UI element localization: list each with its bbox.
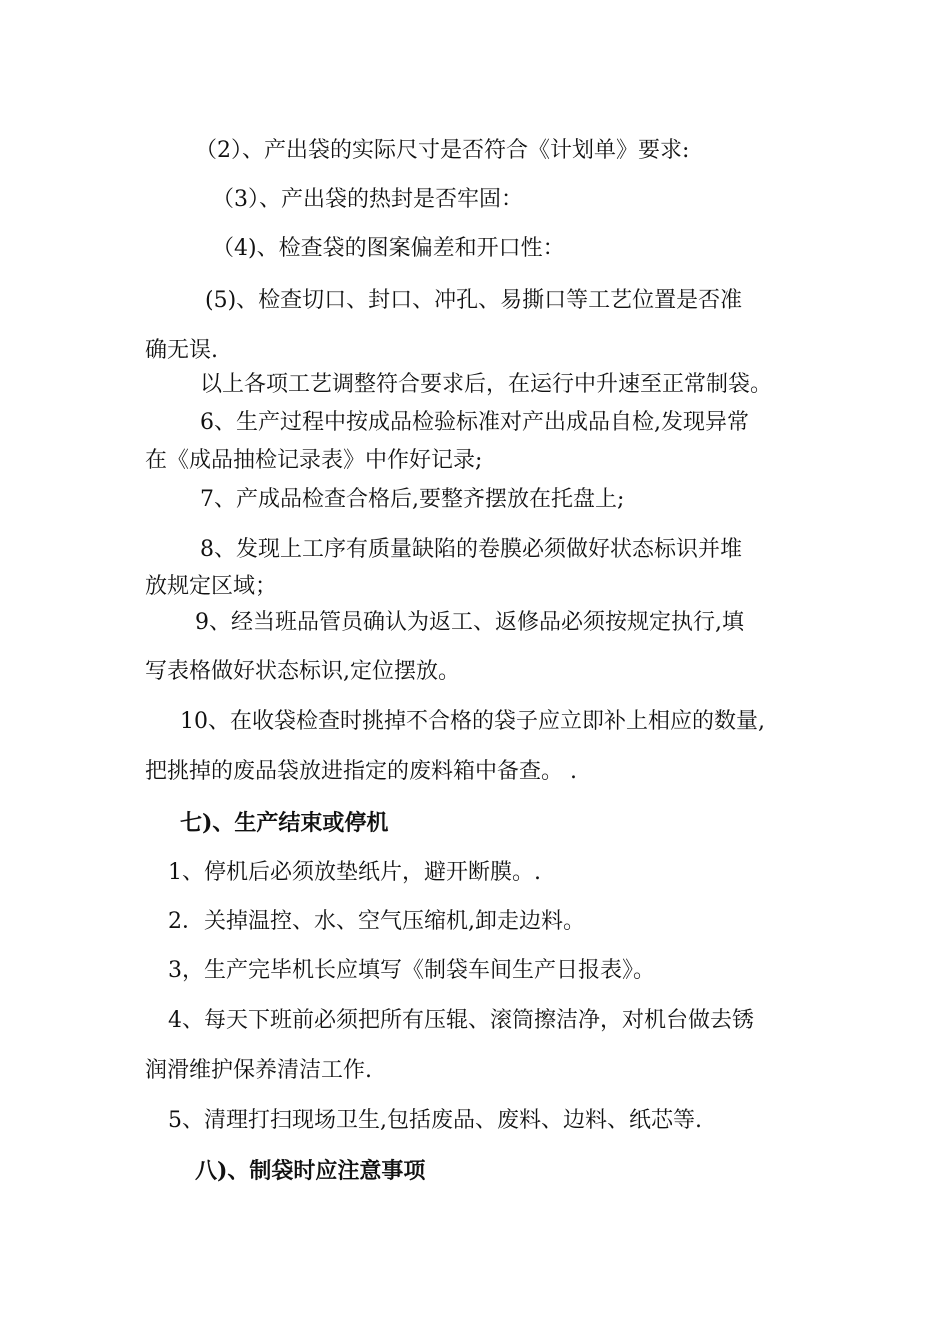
check-item-2: （2）、产出袋的实际尺寸是否符合《计划单》要求: xyxy=(195,138,690,163)
step-10-line2: 把挑掉的废品袋放进指定的废料箱中备查。 . xyxy=(145,759,577,784)
step-7: 7、产成品检查合格后,要整齐摆放在托盘上; xyxy=(200,487,625,512)
step-9-line1: 9、经当班品管员确认为返工、返修品必须按规定执行,填 xyxy=(195,610,744,635)
step-9-line2: 写表格做好状态标识,定位摆放。 xyxy=(145,659,460,684)
section-7-heading: 七)、生产结束或停机 xyxy=(180,810,389,836)
shutdown-step-4-line2: 润滑维护保养清洁工作. xyxy=(145,1058,372,1083)
check-item-3: （3）、产出袋的热封是否牢固： xyxy=(212,187,523,212)
step-6-line1: 6、生产过程中按成品检验标准对产出成品自检,发现异常 xyxy=(200,410,749,435)
check-item-4: （4)、检查袋的图案偏差和开口性： xyxy=(212,236,565,261)
step-6-line2: 在《成品抽检记录表》中作好记录; xyxy=(145,448,483,473)
step-10-line1: 10、在收袋检查时挑掉不合格的袋子应立即补上相应的数量, xyxy=(180,709,765,734)
step-8-line1: 8、发现上工序有质量缺陷的卷膜必须做好状态标识并堆 xyxy=(200,537,742,562)
shutdown-step-3: 3，生产完毕机长应填写《制袋车间生产日报表》。 xyxy=(168,958,655,983)
section-8-heading: 八)、制袋时应注意事项 xyxy=(195,1158,426,1184)
check-item-5-line2: 确无误. xyxy=(145,338,218,363)
shutdown-step-1: 1、停机后必须放垫纸片，避开断膜。. xyxy=(168,860,541,885)
step-8-line2: 放规定区域； xyxy=(145,574,278,599)
shutdown-step-5: 5、清理打扫现场卫生,包括废品、废料、边料、纸芯等. xyxy=(168,1108,702,1133)
adjustment-note: 以上各项工艺调整符合要求后，在运行中升速至正常制袋。 xyxy=(200,372,773,397)
shutdown-step-4-line1: 4、每天下班前必须把所有压辊、滚筒擦洁净，对机台做去锈 xyxy=(168,1008,754,1033)
check-item-5-line1: (5)、检查切口、封口、冲孔、易撕口等工艺位置是否准 xyxy=(205,288,743,313)
shutdown-step-2: 2．关掉温控、水、空气压缩机,卸走边料。 xyxy=(168,909,585,934)
